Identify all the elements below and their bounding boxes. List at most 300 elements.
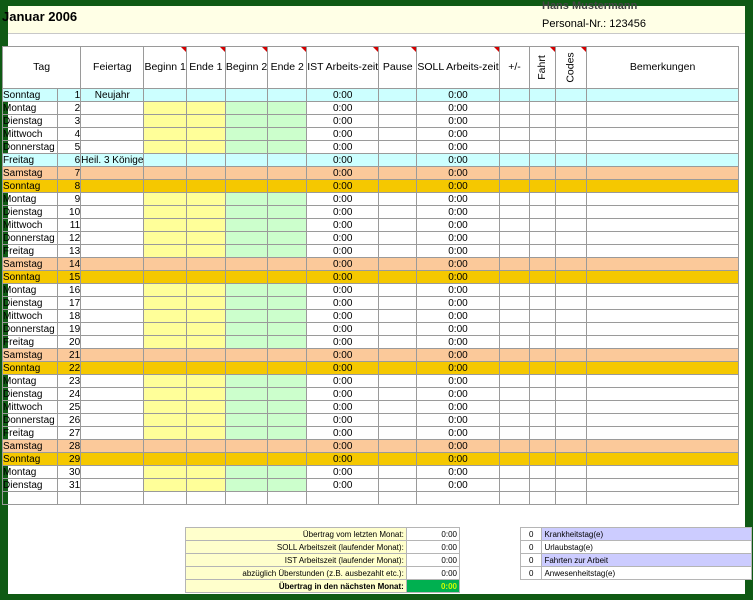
day-number-cell[interactable]: 30 [58,466,81,479]
ist-time-cell[interactable]: 0:00 [307,388,379,401]
ende2-cell[interactable] [268,115,307,128]
ende2-cell[interactable] [268,167,307,180]
remarks-cell[interactable] [587,232,739,245]
codes-cell[interactable] [555,453,586,466]
ist-time-cell[interactable]: 0:00 [307,310,379,323]
beginn2-cell[interactable] [225,362,267,375]
ende2-cell[interactable] [268,245,307,258]
holiday-cell[interactable] [81,479,144,492]
beginn2-cell[interactable] [225,375,267,388]
ende1-cell[interactable] [186,375,225,388]
ende2-cell[interactable] [268,414,307,427]
pause-cell[interactable] [379,336,417,349]
day-number-cell[interactable]: 7 [58,167,81,180]
day-number-cell[interactable]: 16 [58,284,81,297]
remarks-cell[interactable] [587,453,739,466]
beginn2-cell[interactable] [225,167,267,180]
ende2-cell[interactable] [268,128,307,141]
codes-cell[interactable] [555,427,586,440]
soll-time-cell[interactable]: 0:00 [417,154,499,167]
day-name-cell[interactable]: Montag [3,375,58,388]
holiday-cell[interactable] [81,427,144,440]
plusminus-cell[interactable] [499,128,530,141]
pause-cell[interactable] [379,193,417,206]
fahrt-cell[interactable] [530,310,556,323]
fahrt-cell[interactable] [530,440,556,453]
remarks-cell[interactable] [587,310,739,323]
day-name-cell[interactable]: Montag [3,193,58,206]
pause-cell[interactable] [379,141,417,154]
pause-cell[interactable] [379,206,417,219]
statistic-count[interactable]: 0 [521,528,542,541]
holiday-cell[interactable] [81,271,144,284]
fahrt-cell[interactable] [530,193,556,206]
plusminus-cell[interactable] [499,479,530,492]
remarks-cell[interactable] [587,284,739,297]
ende1-cell[interactable] [186,193,225,206]
holiday-cell[interactable] [81,375,144,388]
soll-time-cell[interactable]: 0:00 [417,115,499,128]
pause-cell[interactable] [379,89,417,102]
day-name-cell[interactable]: Samstag [3,258,58,271]
empty-cell[interactable] [3,492,58,505]
codes-cell[interactable] [555,141,586,154]
ende1-cell[interactable] [186,206,225,219]
beginn1-cell[interactable] [144,232,186,245]
pause-cell[interactable] [379,271,417,284]
codes-cell[interactable] [555,115,586,128]
holiday-cell[interactable] [81,401,144,414]
ende1-cell[interactable] [186,440,225,453]
beginn2-cell[interactable] [225,284,267,297]
pause-cell[interactable] [379,362,417,375]
pause-cell[interactable] [379,284,417,297]
ende2-cell[interactable] [268,375,307,388]
fahrt-cell[interactable] [530,89,556,102]
holiday-cell[interactable] [81,115,144,128]
ist-time-cell[interactable]: 0:00 [307,297,379,310]
ende1-cell[interactable] [186,154,225,167]
ist-time-cell[interactable]: 0:00 [307,141,379,154]
remarks-cell[interactable] [587,219,739,232]
col-header-feiertag[interactable]: Feiertag [81,47,144,89]
ende2-cell[interactable] [268,219,307,232]
pause-cell[interactable] [379,440,417,453]
soll-time-cell[interactable]: 0:00 [417,141,499,154]
remarks-cell[interactable] [587,323,739,336]
beginn2-cell[interactable] [225,336,267,349]
beginn2-cell[interactable] [225,180,267,193]
ist-time-cell[interactable]: 0:00 [307,102,379,115]
soll-time-cell[interactable]: 0:00 [417,258,499,271]
pause-cell[interactable] [379,414,417,427]
ende2-cell[interactable] [268,466,307,479]
ende2-cell[interactable] [268,336,307,349]
pause-cell[interactable] [379,466,417,479]
ende2-cell[interactable] [268,154,307,167]
holiday-cell[interactable] [81,453,144,466]
holiday-cell[interactable] [81,193,144,206]
day-name-cell[interactable]: Mittwoch [3,310,58,323]
beginn1-cell[interactable] [144,440,186,453]
ist-time-cell[interactable]: 0:00 [307,128,379,141]
day-number-cell[interactable]: 15 [58,271,81,284]
fahrt-cell[interactable] [530,180,556,193]
ende2-cell[interactable] [268,401,307,414]
soll-time-cell[interactable]: 0:00 [417,336,499,349]
codes-cell[interactable] [555,323,586,336]
ist-time-cell[interactable]: 0:00 [307,323,379,336]
beginn1-cell[interactable] [144,219,186,232]
holiday-cell[interactable] [81,310,144,323]
beginn1-cell[interactable] [144,297,186,310]
day-number-cell[interactable]: 31 [58,479,81,492]
ist-time-cell[interactable]: 0:00 [307,375,379,388]
ende2-cell[interactable] [268,440,307,453]
ende2-cell[interactable] [268,388,307,401]
fahrt-cell[interactable] [530,245,556,258]
empty-cell[interactable] [555,492,586,505]
fahrt-cell[interactable] [530,115,556,128]
soll-time-cell[interactable]: 0:00 [417,206,499,219]
day-number-cell[interactable]: 25 [58,401,81,414]
codes-cell[interactable] [555,219,586,232]
holiday-cell[interactable] [81,466,144,479]
fahrt-cell[interactable] [530,336,556,349]
ist-time-cell[interactable]: 0:00 [307,193,379,206]
day-name-cell[interactable]: Freitag [3,245,58,258]
day-name-cell[interactable]: Freitag [3,154,58,167]
beginn1-cell[interactable] [144,375,186,388]
day-number-cell[interactable]: 17 [58,297,81,310]
remarks-cell[interactable] [587,414,739,427]
beginn2-cell[interactable] [225,154,267,167]
beginn1-cell[interactable] [144,336,186,349]
col-header-tag[interactable]: Tag [3,47,81,89]
summary-value[interactable]: 0:00 [406,541,459,554]
plusminus-cell[interactable] [499,284,530,297]
holiday-cell[interactable] [81,128,144,141]
plusminus-cell[interactable] [499,219,530,232]
empty-cell[interactable] [144,492,186,505]
soll-time-cell[interactable]: 0:00 [417,297,499,310]
ende2-cell[interactable] [268,89,307,102]
plusminus-cell[interactable] [499,115,530,128]
remarks-cell[interactable] [587,258,739,271]
beginn2-cell[interactable] [225,271,267,284]
ende1-cell[interactable] [186,336,225,349]
plusminus-cell[interactable] [499,206,530,219]
pause-cell[interactable] [379,323,417,336]
soll-time-cell[interactable]: 0:00 [417,349,499,362]
pause-cell[interactable] [379,102,417,115]
day-name-cell[interactable]: Samstag [3,440,58,453]
ende1-cell[interactable] [186,102,225,115]
holiday-cell[interactable] [81,362,144,375]
beginn1-cell[interactable] [144,362,186,375]
fahrt-cell[interactable] [530,284,556,297]
col-header-ende1[interactable]: Ende 1 [186,47,225,89]
fahrt-cell[interactable] [530,271,556,284]
beginn2-cell[interactable] [225,219,267,232]
remarks-cell[interactable] [587,440,739,453]
plusminus-cell[interactable] [499,258,530,271]
summary-value[interactable]: 0:00 [406,580,459,593]
plusminus-cell[interactable] [499,414,530,427]
beginn1-cell[interactable] [144,102,186,115]
soll-time-cell[interactable]: 0:00 [417,479,499,492]
empty-cell[interactable] [499,492,530,505]
holiday-cell[interactable] [81,297,144,310]
plusminus-cell[interactable] [499,245,530,258]
codes-cell[interactable] [555,349,586,362]
remarks-cell[interactable] [587,479,739,492]
beginn1-cell[interactable] [144,388,186,401]
beginn1-cell[interactable] [144,466,186,479]
fahrt-cell[interactable] [530,258,556,271]
beginn1-cell[interactable] [144,401,186,414]
fahrt-cell[interactable] [530,362,556,375]
remarks-cell[interactable] [587,245,739,258]
soll-time-cell[interactable]: 0:00 [417,180,499,193]
codes-cell[interactable] [555,401,586,414]
day-name-cell[interactable]: Montag [3,102,58,115]
ende2-cell[interactable] [268,323,307,336]
codes-cell[interactable] [555,193,586,206]
plusminus-cell[interactable] [499,388,530,401]
plusminus-cell[interactable] [499,427,530,440]
day-name-cell[interactable]: Dienstag [3,388,58,401]
ende2-cell[interactable] [268,310,307,323]
pause-cell[interactable] [379,115,417,128]
ist-time-cell[interactable]: 0:00 [307,258,379,271]
ist-time-cell[interactable]: 0:00 [307,167,379,180]
day-name-cell[interactable]: Donnerstag [3,141,58,154]
soll-time-cell[interactable]: 0:00 [417,193,499,206]
codes-cell[interactable] [555,245,586,258]
codes-cell[interactable] [555,271,586,284]
day-number-cell[interactable]: 22 [58,362,81,375]
empty-cell[interactable] [417,492,499,505]
day-name-cell[interactable]: Donnerstag [3,323,58,336]
fahrt-cell[interactable] [530,375,556,388]
beginn2-cell[interactable] [225,141,267,154]
plusminus-cell[interactable] [499,310,530,323]
beginn2-cell[interactable] [225,115,267,128]
day-name-cell[interactable]: Dienstag [3,479,58,492]
remarks-cell[interactable] [587,401,739,414]
day-number-cell[interactable]: 29 [58,453,81,466]
day-number-cell[interactable]: 5 [58,141,81,154]
soll-time-cell[interactable]: 0:00 [417,427,499,440]
ende1-cell[interactable] [186,388,225,401]
day-number-cell[interactable]: 19 [58,323,81,336]
ende2-cell[interactable] [268,349,307,362]
ende1-cell[interactable] [186,284,225,297]
ende1-cell[interactable] [186,245,225,258]
codes-cell[interactable] [555,375,586,388]
ende1-cell[interactable] [186,453,225,466]
pause-cell[interactable] [379,349,417,362]
day-number-cell[interactable]: 28 [58,440,81,453]
col-header-plusminus[interactable]: +/- [499,47,530,89]
ist-time-cell[interactable]: 0:00 [307,401,379,414]
beginn2-cell[interactable] [225,479,267,492]
beginn1-cell[interactable] [144,310,186,323]
beginn2-cell[interactable] [225,349,267,362]
codes-cell[interactable] [555,297,586,310]
beginn1-cell[interactable] [144,206,186,219]
empty-cell[interactable] [58,492,81,505]
fahrt-cell[interactable] [530,401,556,414]
remarks-cell[interactable] [587,271,739,284]
day-name-cell[interactable]: Dienstag [3,297,58,310]
beginn1-cell[interactable] [144,115,186,128]
empty-cell[interactable] [225,492,267,505]
fahrt-cell[interactable] [530,323,556,336]
empty-cell[interactable] [186,492,225,505]
beginn2-cell[interactable] [225,466,267,479]
day-number-cell[interactable]: 3 [58,115,81,128]
soll-time-cell[interactable]: 0:00 [417,310,499,323]
day-name-cell[interactable]: Donnerstag [3,232,58,245]
pause-cell[interactable] [379,154,417,167]
codes-cell[interactable] [555,310,586,323]
plusminus-cell[interactable] [499,323,530,336]
ist-time-cell[interactable]: 0:00 [307,479,379,492]
beginn1-cell[interactable] [144,167,186,180]
ende2-cell[interactable] [268,193,307,206]
beginn1-cell[interactable] [144,479,186,492]
beginn2-cell[interactable] [225,297,267,310]
soll-time-cell[interactable]: 0:00 [417,219,499,232]
holiday-cell[interactable] [81,141,144,154]
ende1-cell[interactable] [186,362,225,375]
plusminus-cell[interactable] [499,466,530,479]
ende2-cell[interactable] [268,453,307,466]
beginn1-cell[interactable] [144,141,186,154]
day-name-cell[interactable]: Montag [3,284,58,297]
day-number-cell[interactable]: 10 [58,206,81,219]
remarks-cell[interactable] [587,180,739,193]
beginn2-cell[interactable] [225,128,267,141]
ende1-cell[interactable] [186,115,225,128]
soll-time-cell[interactable]: 0:00 [417,167,499,180]
summary-value[interactable]: 0:00 [406,554,459,567]
day-number-cell[interactable]: 4 [58,128,81,141]
ist-time-cell[interactable]: 0:00 [307,154,379,167]
soll-time-cell[interactable]: 0:00 [417,89,499,102]
col-header-ende2[interactable]: Ende 2 [268,47,307,89]
ist-time-cell[interactable]: 0:00 [307,349,379,362]
col-header-beginn1[interactable]: Beginn 1 [144,47,186,89]
pause-cell[interactable] [379,219,417,232]
codes-cell[interactable] [555,362,586,375]
fahrt-cell[interactable] [530,141,556,154]
soll-time-cell[interactable]: 0:00 [417,388,499,401]
ist-time-cell[interactable]: 0:00 [307,440,379,453]
col-header-bemerkungen[interactable]: Bemerkungen [587,47,739,89]
codes-cell[interactable] [555,180,586,193]
plusminus-cell[interactable] [499,102,530,115]
remarks-cell[interactable] [587,336,739,349]
beginn1-cell[interactable] [144,349,186,362]
remarks-cell[interactable] [587,193,739,206]
remarks-cell[interactable] [587,297,739,310]
ende1-cell[interactable] [186,89,225,102]
holiday-cell[interactable] [81,336,144,349]
beginn1-cell[interactable] [144,180,186,193]
soll-time-cell[interactable]: 0:00 [417,362,499,375]
ist-time-cell[interactable]: 0:00 [307,89,379,102]
plusminus-cell[interactable] [499,271,530,284]
fahrt-cell[interactable] [530,232,556,245]
holiday-cell[interactable] [81,219,144,232]
codes-cell[interactable] [555,167,586,180]
day-name-cell[interactable]: Montag [3,466,58,479]
fahrt-cell[interactable] [530,427,556,440]
plusminus-cell[interactable] [499,154,530,167]
remarks-cell[interactable] [587,388,739,401]
pause-cell[interactable] [379,453,417,466]
summary-value[interactable]: 0:00 [406,528,459,541]
soll-time-cell[interactable]: 0:00 [417,284,499,297]
ist-time-cell[interactable]: 0:00 [307,219,379,232]
holiday-cell[interactable] [81,349,144,362]
fahrt-cell[interactable] [530,349,556,362]
fahrt-cell[interactable] [530,206,556,219]
plusminus-cell[interactable] [499,141,530,154]
day-name-cell[interactable]: Mittwoch [3,128,58,141]
ende1-cell[interactable] [186,232,225,245]
ist-time-cell[interactable]: 0:00 [307,206,379,219]
holiday-cell[interactable] [81,232,144,245]
holiday-cell[interactable]: Neujahr [81,89,144,102]
day-name-cell[interactable]: Freitag [3,336,58,349]
day-name-cell[interactable]: Dienstag [3,206,58,219]
ist-time-cell[interactable]: 0:00 [307,115,379,128]
fahrt-cell[interactable] [530,414,556,427]
ist-time-cell[interactable]: 0:00 [307,466,379,479]
remarks-cell[interactable] [587,466,739,479]
remarks-cell[interactable] [587,349,739,362]
day-number-cell[interactable]: 2 [58,102,81,115]
ende1-cell[interactable] [186,479,225,492]
day-name-cell[interactable]: Sonntag [3,362,58,375]
ende1-cell[interactable] [186,466,225,479]
ende1-cell[interactable] [186,310,225,323]
ist-time-cell[interactable]: 0:00 [307,336,379,349]
day-number-cell[interactable]: 24 [58,388,81,401]
ende2-cell[interactable] [268,232,307,245]
pause-cell[interactable] [379,388,417,401]
beginn1-cell[interactable] [144,193,186,206]
fahrt-cell[interactable] [530,154,556,167]
ende2-cell[interactable] [268,427,307,440]
beginn1-cell[interactable] [144,245,186,258]
plusminus-cell[interactable] [499,297,530,310]
beginn1-cell[interactable] [144,128,186,141]
codes-cell[interactable] [555,284,586,297]
ende2-cell[interactable] [268,284,307,297]
ist-time-cell[interactable]: 0:00 [307,271,379,284]
summary-value[interactable]: 0:00 [406,567,459,580]
ende1-cell[interactable] [186,219,225,232]
beginn1-cell[interactable] [144,453,186,466]
codes-cell[interactable] [555,206,586,219]
day-name-cell[interactable]: Sonntag [3,89,58,102]
fahrt-cell[interactable] [530,167,556,180]
